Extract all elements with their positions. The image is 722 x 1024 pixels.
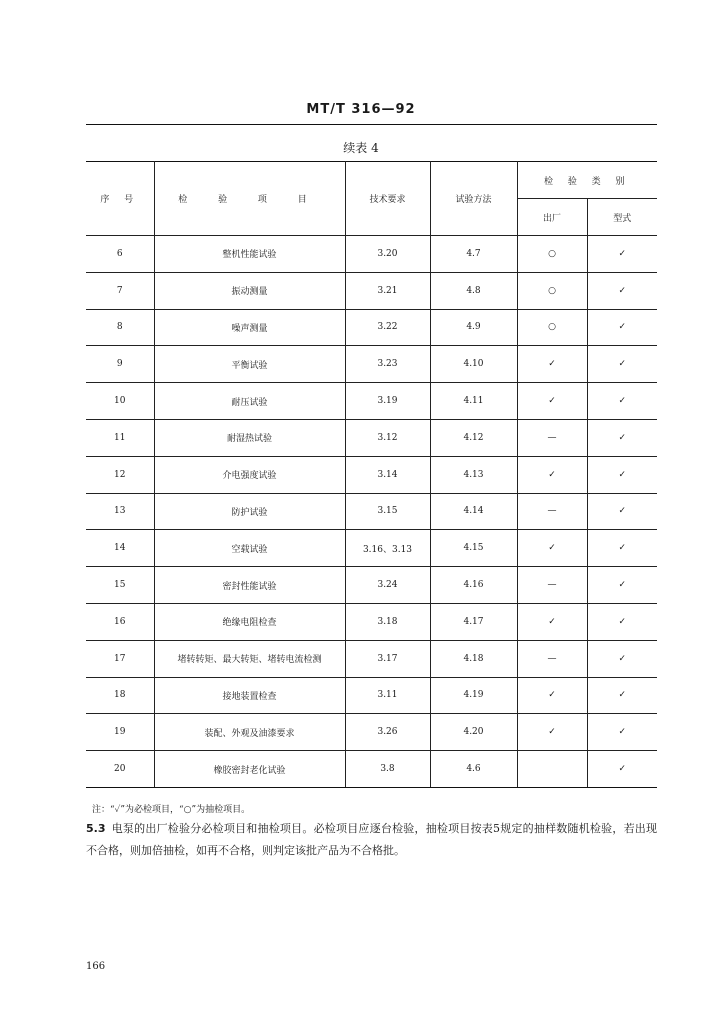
table-row xyxy=(86,309,657,346)
table-row xyxy=(86,456,657,493)
table-row xyxy=(86,383,657,420)
row-item: 整机性能试验 xyxy=(154,236,345,273)
table-row xyxy=(86,236,657,273)
row-requirement: 3.8 xyxy=(345,751,430,788)
row-requirement: 3.18 xyxy=(345,603,430,640)
row-item: 防护试验 xyxy=(154,493,345,530)
row-no: 13 xyxy=(86,493,154,530)
row-item: 介电强度试验 xyxy=(154,456,345,493)
row-item: 振动测量 xyxy=(154,272,345,309)
row-method: 4.18 xyxy=(430,640,517,677)
row-method: 4.17 xyxy=(430,603,517,640)
inspection-table xyxy=(86,161,657,788)
row-requirement: 3.24 xyxy=(345,567,430,604)
table-row xyxy=(86,493,657,530)
row-no: 18 xyxy=(86,677,154,714)
row-type-mark: ✓ xyxy=(587,383,657,420)
row-requirement: 3.20 xyxy=(345,236,430,273)
row-type-mark: ✓ xyxy=(587,272,657,309)
section-paragraph xyxy=(86,818,657,862)
row-item: 耐湿热试验 xyxy=(154,419,345,456)
row-factory-mark: ✓ xyxy=(517,530,587,567)
row-item: 平衡试验 xyxy=(154,346,345,383)
row-requirement: 3.11 xyxy=(345,677,430,714)
row-requirement: 3.16、3.13 xyxy=(345,530,430,567)
row-no: 7 xyxy=(86,272,154,309)
row-factory-mark xyxy=(517,751,587,788)
row-requirement: 3.26 xyxy=(345,714,430,751)
row-no: 11 xyxy=(86,419,154,456)
row-factory-mark: ✓ xyxy=(517,677,587,714)
row-method: 4.12 xyxy=(430,419,517,456)
row-requirement: 3.14 xyxy=(345,456,430,493)
row-factory-mark: ○ xyxy=(517,272,587,309)
row-no: 12 xyxy=(86,456,154,493)
row-factory-mark: — xyxy=(517,419,587,456)
row-factory-mark: ✓ xyxy=(517,346,587,383)
row-method: 4.16 xyxy=(430,567,517,604)
row-type-mark: ✓ xyxy=(587,714,657,751)
row-requirement: 3.23 xyxy=(345,346,430,383)
table-row xyxy=(86,530,657,567)
row-method: 4.6 xyxy=(430,751,517,788)
row-requirement: 3.19 xyxy=(345,383,430,420)
row-type-mark: ✓ xyxy=(587,419,657,456)
header-category: 检 验 类 别 xyxy=(517,162,657,199)
table-row xyxy=(86,640,657,677)
row-requirement: 3.21 xyxy=(345,272,430,309)
row-item: 橡胶密封老化试验 xyxy=(154,751,345,788)
row-requirement: 3.22 xyxy=(345,309,430,346)
row-factory-mark: ○ xyxy=(517,236,587,273)
row-type-mark: ✓ xyxy=(587,640,657,677)
table-row xyxy=(86,272,657,309)
row-item: 接地装置检查 xyxy=(154,677,345,714)
table-row xyxy=(86,751,657,788)
header-rule xyxy=(86,124,657,125)
row-factory-mark: ○ xyxy=(517,309,587,346)
row-item: 耐压试验 xyxy=(154,383,345,420)
row-method: 4.7 xyxy=(430,236,517,273)
row-type-mark: ✓ xyxy=(587,456,657,493)
table-caption: 续表 4 xyxy=(343,141,379,155)
row-factory-mark: ✓ xyxy=(517,714,587,751)
row-factory-mark: ✓ xyxy=(517,603,587,640)
header-method: 试验方法 xyxy=(430,162,517,236)
row-method: 4.20 xyxy=(430,714,517,751)
header-factory: 出厂 xyxy=(517,199,587,236)
row-method: 4.8 xyxy=(430,272,517,309)
row-item: 噪声测量 xyxy=(154,309,345,346)
row-no: 17 xyxy=(86,640,154,677)
row-factory-mark: ✓ xyxy=(517,383,587,420)
row-factory-mark: — xyxy=(517,493,587,530)
row-item: 堵转转矩、最大转矩、堵转电流检测 xyxy=(154,640,345,677)
row-requirement: 3.15 xyxy=(345,493,430,530)
header-requirement: 技术要求 xyxy=(345,162,430,236)
table-note: 注：“✓”为必检项目，“○”为抽检项目。 xyxy=(92,805,251,815)
row-item: 装配、外观及油漆要求 xyxy=(154,714,345,751)
row-no: 9 xyxy=(86,346,154,383)
row-type-mark: ✓ xyxy=(587,493,657,530)
standard-header: MT/T 316—92 xyxy=(306,102,416,117)
row-requirement: 3.17 xyxy=(345,640,430,677)
row-item: 绝缘电阻检查 xyxy=(154,603,345,640)
row-type-mark: ✓ xyxy=(587,530,657,567)
page-number: 166 xyxy=(86,961,106,972)
row-no: 14 xyxy=(86,530,154,567)
row-method: 4.14 xyxy=(430,493,517,530)
row-factory-mark: — xyxy=(517,640,587,677)
row-method: 4.11 xyxy=(430,383,517,420)
table-row xyxy=(86,419,657,456)
header-item: 检 验 项 目 xyxy=(154,162,345,236)
row-type-mark: ✓ xyxy=(587,677,657,714)
row-type-mark: ✓ xyxy=(587,567,657,604)
row-type-mark: ✓ xyxy=(587,236,657,273)
row-no: 16 xyxy=(86,603,154,640)
header-type: 型式 xyxy=(587,199,657,236)
table-row xyxy=(86,714,657,751)
table-row xyxy=(86,677,657,714)
row-no: 6 xyxy=(86,236,154,273)
table-row xyxy=(86,346,657,383)
row-factory-mark: — xyxy=(517,567,587,604)
row-type-mark: ✓ xyxy=(587,751,657,788)
row-method: 4.15 xyxy=(430,530,517,567)
row-no: 8 xyxy=(86,309,154,346)
row-requirement: 3.12 xyxy=(345,419,430,456)
row-method: 4.9 xyxy=(430,309,517,346)
row-type-mark: ✓ xyxy=(587,346,657,383)
row-no: 10 xyxy=(86,383,154,420)
row-item: 空载试验 xyxy=(154,530,345,567)
row-type-mark: ✓ xyxy=(587,603,657,640)
row-no: 19 xyxy=(86,714,154,751)
row-method: 4.10 xyxy=(430,346,517,383)
table-row xyxy=(86,603,657,640)
header-no: 序 号 xyxy=(86,162,154,236)
row-item: 密封性能试验 xyxy=(154,567,345,604)
row-factory-mark: ✓ xyxy=(517,456,587,493)
row-no: 15 xyxy=(86,567,154,604)
row-method: 4.19 xyxy=(430,677,517,714)
row-no: 20 xyxy=(86,751,154,788)
row-method: 4.13 xyxy=(430,456,517,493)
row-type-mark: ✓ xyxy=(587,309,657,346)
section-number: 5.3 xyxy=(86,822,106,835)
table-row xyxy=(86,567,657,604)
section-text: 电泵的出厂检验分必检项目和抽检项目。必检项目应逐台检验，抽检项目按表5规定的抽样数随机检验，若出现不合格，则加倍抽检，如再不合格，则判定该批产品为不合格批。 xyxy=(86,822,657,857)
